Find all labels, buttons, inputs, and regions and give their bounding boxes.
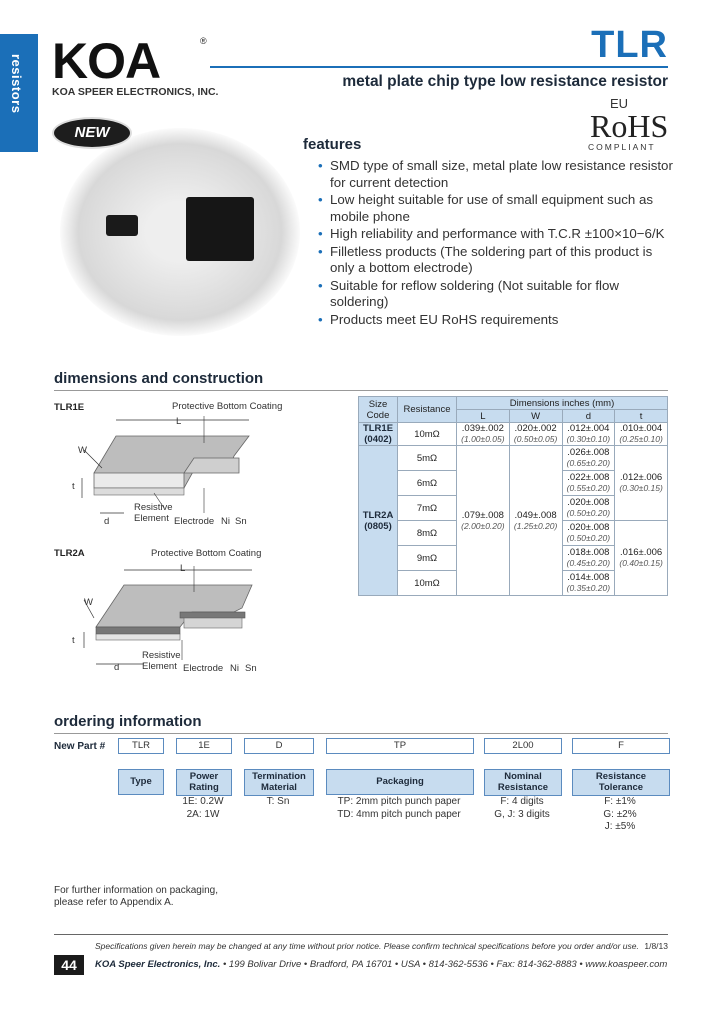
th-L: L bbox=[457, 410, 510, 423]
resistance-cell: 10mΩ bbox=[398, 423, 457, 446]
part-box-termination: D bbox=[244, 738, 314, 754]
dim-cell: .014±.008 (0.35±0.20) bbox=[562, 571, 615, 596]
footer-date: 1/8/13 bbox=[644, 941, 668, 951]
dimensions-table bbox=[358, 396, 668, 596]
tlr1e-d-label: d bbox=[104, 516, 110, 527]
tlr2a-d-label: d bbox=[114, 662, 120, 673]
footer-rule bbox=[54, 934, 668, 935]
part-box-power: 1E bbox=[176, 738, 232, 754]
tlr1e-ni-label: Ni bbox=[221, 516, 230, 527]
feature-item: • Filletless products (The soldering part of this product is only a bottom electrode) bbox=[318, 244, 678, 277]
info-tolerance: Resistance Tolerance bbox=[572, 769, 670, 796]
dim-cell: .022±.008 (0.55±0.20) bbox=[562, 471, 615, 496]
series-title: TLR bbox=[591, 24, 668, 66]
tlr1e-diagram bbox=[54, 398, 354, 533]
chip-large-image bbox=[186, 197, 254, 261]
dim-cell: .049±.008 (1.25±0.20) bbox=[509, 446, 562, 596]
resistance-cell: 5mΩ bbox=[398, 446, 457, 471]
tol-values: F: ±1% G: ±2% J: ±5% bbox=[603, 796, 637, 832]
th-size-code: Size Code bbox=[359, 397, 398, 423]
chip-small-image bbox=[106, 215, 138, 236]
th-t: t bbox=[615, 410, 668, 423]
title-rule bbox=[210, 66, 668, 68]
term-values: T: Sn bbox=[266, 796, 290, 807]
new-part-label: New Part # bbox=[54, 741, 106, 752]
part-box-nominal: 2L00 bbox=[484, 738, 562, 754]
resistance-cell: 10mΩ bbox=[398, 571, 457, 596]
tlr2a-ni-label: Ni bbox=[230, 663, 239, 674]
tlr2a-sn-label: Sn bbox=[245, 663, 257, 674]
rohs-logo: RoHS bbox=[590, 108, 669, 144]
tlr1e-coating-label: Protective Bottom Coating bbox=[172, 401, 283, 412]
dim-cell: .079±.008 (2.00±0.20) bbox=[457, 446, 510, 596]
features-heading: features bbox=[303, 136, 362, 153]
dim-cell: .020±.008 (0.50±0.20) bbox=[562, 496, 615, 521]
tlr1e-resistive-label: Resistive Element bbox=[134, 502, 173, 524]
koa-logo: KOA bbox=[52, 33, 161, 89]
tlr1e-t-label: t bbox=[72, 481, 75, 492]
size-code-cell: TLR2A (0805) bbox=[359, 446, 398, 596]
th-W: W bbox=[509, 410, 562, 423]
th-dimensions: Dimensions inches (mm) bbox=[457, 397, 668, 410]
resistance-cell: 8mΩ bbox=[398, 521, 457, 546]
tlr2a-resistive-label: Resistive Element bbox=[142, 650, 181, 672]
disclaimer: Specifications given herein may be changed at any time without prior notice. Please confirm technical specifications before you order and/or use. bbox=[95, 941, 639, 951]
power-values: 1E: 0.2W 2A: 1W bbox=[182, 796, 224, 820]
dimensions-heading: dimensions and construction bbox=[54, 370, 264, 387]
feature-item: • High reliability and performance with T.C.R ±100×10−6/K bbox=[318, 226, 678, 243]
info-termination: Termination Material bbox=[244, 769, 314, 796]
ordering-rule bbox=[54, 733, 668, 734]
tlr2a-electrode-label: Electrode bbox=[183, 663, 224, 674]
dim-cell: .026±.008 (0.65±0.20) bbox=[562, 446, 615, 471]
feature-item: • Suitable for reflow soldering (Not suitable for flow soldering) bbox=[318, 278, 678, 311]
tlr2a-W-label: W bbox=[84, 597, 93, 608]
features-list bbox=[318, 158, 678, 329]
side-tab bbox=[0, 34, 38, 152]
dim-cell: .018±.008 (0.45±0.20) bbox=[562, 546, 615, 571]
dim-cell: .020±.008 (0.50±0.20) bbox=[562, 521, 615, 546]
dim-cell: .020±.002 (0.50±0.05) bbox=[509, 423, 562, 446]
packaging-note: For further information on packaging, please refer to Appendix A. bbox=[54, 885, 218, 908]
tlr1e-electrode-label: Electrode bbox=[174, 516, 215, 527]
resistance-cell: 6mΩ bbox=[398, 471, 457, 496]
product-subtitle: metal plate chip type low resistance resistor bbox=[342, 73, 668, 90]
size-code-cell: TLR1E (0402) bbox=[359, 423, 398, 446]
tlr2a-tag: TLR2A bbox=[54, 548, 85, 559]
part-box-packaging: TP bbox=[326, 738, 474, 754]
resistance-cell: 9mΩ bbox=[398, 546, 457, 571]
rohs-compliant-label: COMPLIANT bbox=[588, 142, 656, 152]
info-type: Type bbox=[118, 769, 164, 795]
company-name: KOA SPEER ELECTRONICS, INC. bbox=[52, 86, 219, 98]
part-box-tolerance: F bbox=[572, 738, 670, 754]
dim-cell: .010±.004 (0.25±0.10) bbox=[615, 423, 668, 446]
tlr1e-L-label: L bbox=[176, 416, 182, 427]
tlr2a-diagram bbox=[54, 560, 354, 675]
info-packaging: Packaging bbox=[326, 769, 474, 795]
dimensions-rule bbox=[54, 390, 668, 391]
tlr1e-sn-label: Sn bbox=[235, 516, 247, 527]
resistance-cell: 7mΩ bbox=[398, 496, 457, 521]
tlr2a-t-label: t bbox=[72, 635, 75, 646]
tlr2a-coating-label: Protective Bottom Coating bbox=[151, 548, 262, 559]
nominal-values: F: 4 digits G, J: 3 digits bbox=[494, 796, 550, 820]
th-d: d bbox=[562, 410, 615, 423]
dim-cell: .012±.004 (0.30±0.10) bbox=[562, 423, 615, 446]
rohs-eu-label: EU bbox=[610, 96, 629, 111]
feature-item: • Low height suitable for use of small equipment such as mobile phone bbox=[318, 192, 678, 225]
info-power: Power Rating bbox=[176, 769, 232, 796]
footer-contact: KOA Speer Electronics, Inc. • 199 Bolivar Drive • Bradford, PA 16701 • USA • 814-362-5536 • Fax: 814-362-8883 • www.koaspeer.com bbox=[95, 959, 668, 970]
product-photo bbox=[60, 128, 300, 336]
th-resistance: Resistance bbox=[398, 397, 457, 423]
feature-item: • SMD type of small size, metal plate low resistance resistor for current detection bbox=[318, 158, 678, 191]
feature-item: • Products meet EU RoHS requirements bbox=[318, 312, 678, 329]
tlr1e-W-label: W bbox=[78, 445, 87, 456]
page-number: 44 bbox=[54, 955, 84, 975]
part-box-type: TLR bbox=[118, 738, 164, 754]
dim-cell: .016±.006 (0.40±0.15) bbox=[615, 521, 668, 596]
side-tab-label: resistors bbox=[9, 54, 24, 114]
new-badge: NEW bbox=[52, 117, 132, 149]
dim-cell: .012±.006 (0.30±0.15) bbox=[615, 446, 668, 521]
info-nominal: Nominal Resistance bbox=[484, 769, 562, 796]
tlr1e-tag: TLR1E bbox=[54, 402, 85, 413]
registered-mark: ® bbox=[200, 36, 207, 46]
pack-values: TP: 2mm pitch punch paper TD: 4mm pitch punch paper bbox=[337, 796, 461, 820]
tlr2a-L-label: L bbox=[180, 563, 186, 574]
ordering-heading: ordering information bbox=[54, 713, 202, 730]
dim-cell: .039±.002 (1.00±0.05) bbox=[457, 423, 510, 446]
